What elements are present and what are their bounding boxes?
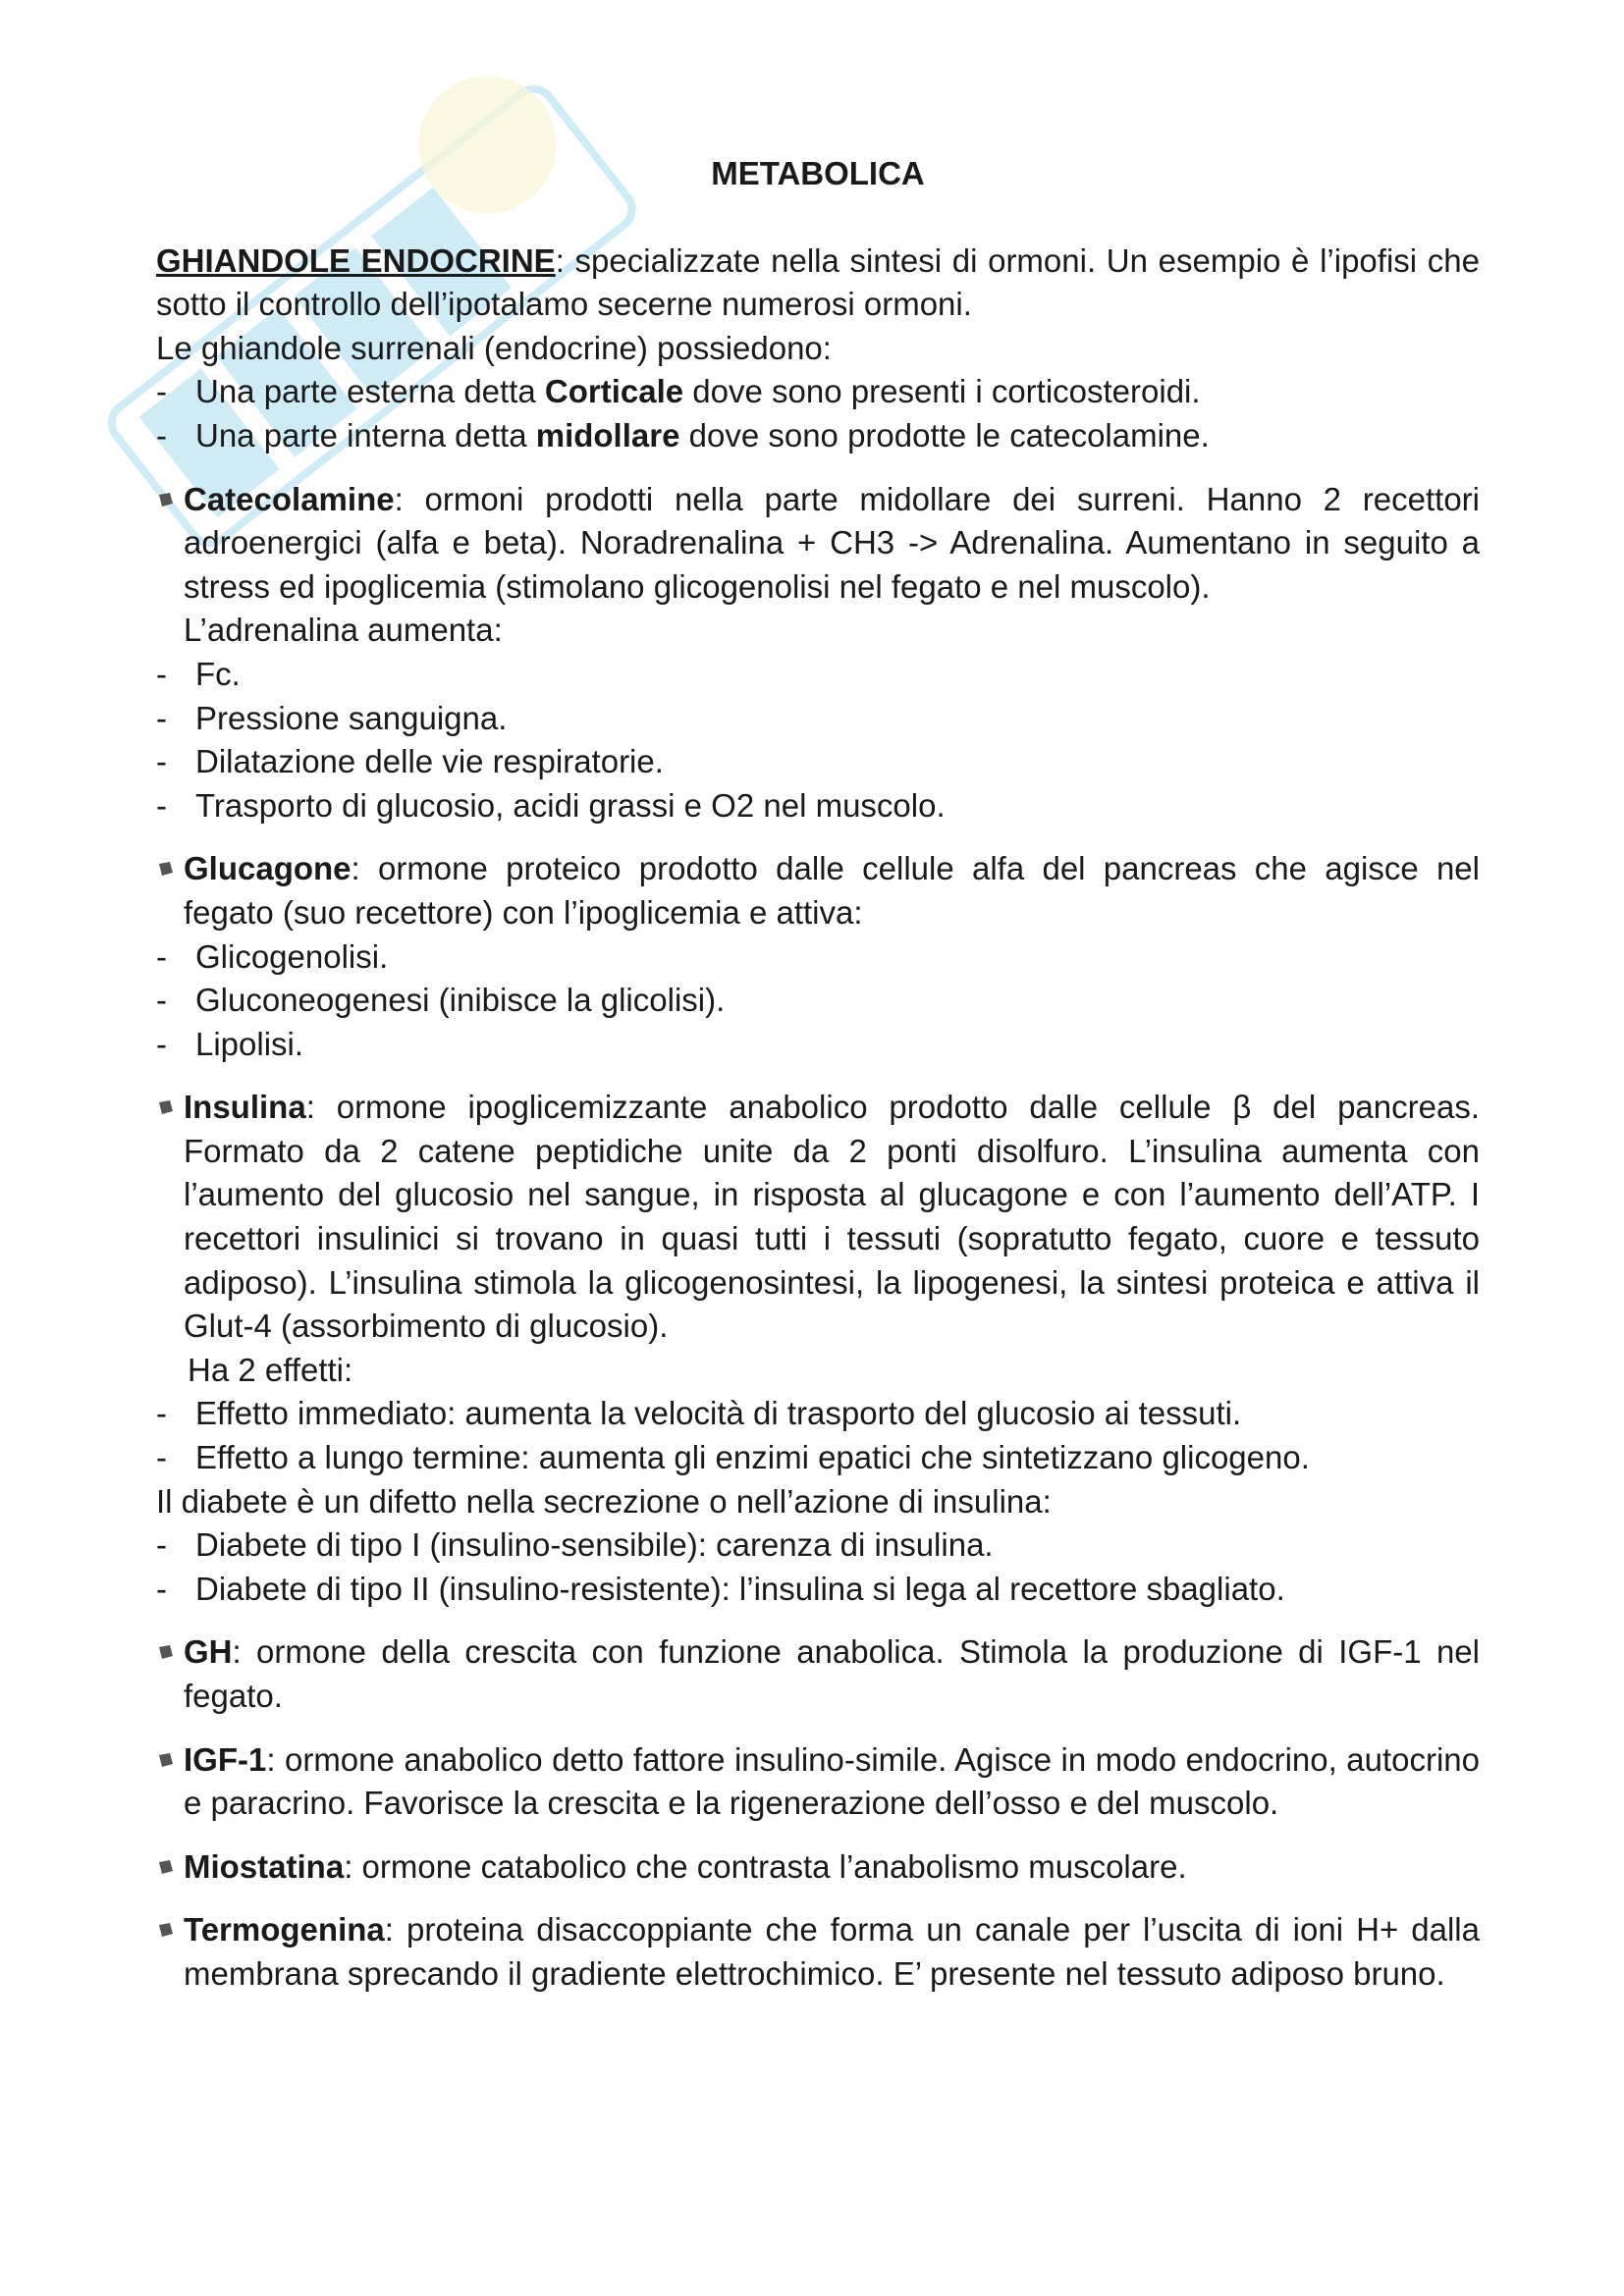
- bullet-icon: [158, 1752, 174, 1768]
- list-item: - Diabete di tipo I (insulino-sensibile): carenza di insulina.: [156, 1523, 1480, 1568]
- bullet-icon: [158, 861, 174, 877]
- section-term: Miostatina: [184, 1847, 345, 1885]
- intro-text: : specializzate nella sintesi di ormoni. Un esempio è l’ipofisi che sotto il controllo dell’ipotalamo secerne numerosi ormoni.: [156, 241, 1480, 323]
- list-item: - Glicogenolisi.: [156, 935, 1480, 980]
- intro-section: [156, 240, 1480, 458]
- document-page: [156, 152, 1480, 1997]
- list-item: - Effetto immediato: aumenta la velocità di trasporto del glucosio ai tessuti.: [156, 1392, 1480, 1436]
- section-glucagone: [156, 847, 1480, 1066]
- section-paragraph: Catecolamine: ormoni prodotti nella parte midollare dei surreni. Hanno 2 recettori adroenergici (alfa e beta). Noradrenalina + CH3 -> Adrenalina. Aumentano in seguito a stress ed ipoglicemia (stimolano glicogenolisi nel fegato e nel muscolo).: [184, 480, 1480, 605]
- section-paragraph: Termogenina: proteina disaccoppiante che forma un canale per l’uscita di ioni H+ dalla membrana sprecando il gradiente elettrochimico. E’ presente nel tessuto adiposo bruno.: [184, 1911, 1480, 1992]
- list-item: - Fc.: [156, 653, 1480, 697]
- section-paragraph: Miostatina: ormone catabolico che contrasta l’anabolismo muscolare.: [184, 1847, 1187, 1885]
- list-item: - Gluconeogenesi (inibisce la glicolisi).: [156, 979, 1480, 1023]
- section-paragraph: Insulina: ormone ipoglicemizzante anabolico prodotto dalle cellule β del pancreas. Formato da 2 catene peptidiche unite da 2 ponti disolfuro. L’insulina aumenta con l’aumento del glucosio nel sangue, in risposta al glucagone e con l’aumento dell’ATP. I recettori insulinici si trovano in quasi tutti i tessuti (sopratutto fegato, cuore e tessuto adiposo). L’insulina stimola la glicogenosintesi, la lipogenesi, la sintesi proteica e attiva il Glut-4 (assorbimento di glucosio).: [184, 1089, 1480, 1345]
- list-item: - Pressione sanguigna.: [156, 697, 1480, 741]
- section-term: Insulina: [184, 1089, 306, 1126]
- section-paragraph: GH: ormone della crescita con funzione anabolica. Stimola la produzione di IGF-1 nel fegato.: [184, 1633, 1480, 1714]
- diabete-lead: Il diabete è un difetto nella secrezione o nell’azione di insulina:: [156, 1482, 1052, 1520]
- list-item: - Una parte esterna detta Corticale dove sono presenti i corticosteroidi.: [156, 370, 1480, 414]
- section-term: Termogenina: [184, 1911, 385, 1949]
- section-paragraph: Glucagone: ormone proteico prodotto dalle cellule alfa del pancreas che agisce nel fegato (suo recettore) con l’ipoglicemia e attiva:: [184, 850, 1480, 931]
- bullet-icon: [158, 1922, 174, 1938]
- surrenali-list: [156, 370, 1480, 457]
- intro-heading: GHIANDOLE ENDOCRINE: [156, 241, 556, 279]
- bullet-icon: [158, 1859, 174, 1875]
- intro-paragraph: [156, 240, 1480, 327]
- section-paragraph: IGF-1: ormone anabolico detto fattore insulino-simile. Agisce in modo endocrino, autocrino e paracrino. Favorisce la crescita e la rigenerazione dell’osso e del muscolo.: [184, 1740, 1480, 1822]
- section-igf1: [156, 1738, 1480, 1826]
- bullet-icon: [158, 1099, 174, 1115]
- list-item: - Effetto a lungo termine: aumenta gli enzimi epatici che sintetizzano glicogeno.: [156, 1436, 1480, 1480]
- catecolamine-list: [156, 653, 1480, 828]
- section-term: GH: [184, 1633, 233, 1671]
- surrenali-lead: Le ghiandole surrenali (endocrine) possiedono:: [156, 329, 832, 366]
- section-miostatina: [156, 1845, 1480, 1890]
- list-item: - Una parte interna detta midollare dove sono prodotte le catecolamine.: [156, 414, 1480, 458]
- section-termogenina: [156, 1908, 1480, 1996]
- section-gh: [156, 1630, 1480, 1718]
- list-item: - Dilatazione delle vie respiratorie.: [156, 740, 1480, 784]
- list-item: - Trasporto di glucosio, acidi grassi e O2 nel muscolo.: [156, 784, 1480, 828]
- section-catecolamine: [156, 478, 1480, 828]
- section-term: Catecolamine: [184, 480, 395, 517]
- list-item: - Lipolisi.: [156, 1023, 1480, 1067]
- section-term: IGF-1: [184, 1740, 267, 1778]
- glucagone-list: [156, 935, 1480, 1067]
- insulina-effects-list: [156, 1392, 1480, 1479]
- page-title: METABOLICA: [711, 155, 925, 191]
- bullet-icon: [158, 1644, 174, 1660]
- diabete-list: [156, 1523, 1480, 1611]
- section-term: Glucagone: [184, 850, 352, 887]
- bullet-icon: [158, 492, 174, 507]
- section-lead: L’adrenalina aumenta:: [184, 612, 503, 649]
- section-insulina: [156, 1086, 1480, 1611]
- list-item: - Diabete di tipo II (insulino-resistente): l’insulina si lega al recettore sbagliato.: [156, 1568, 1480, 1612]
- section-lead: Ha 2 effetti:: [188, 1351, 353, 1388]
